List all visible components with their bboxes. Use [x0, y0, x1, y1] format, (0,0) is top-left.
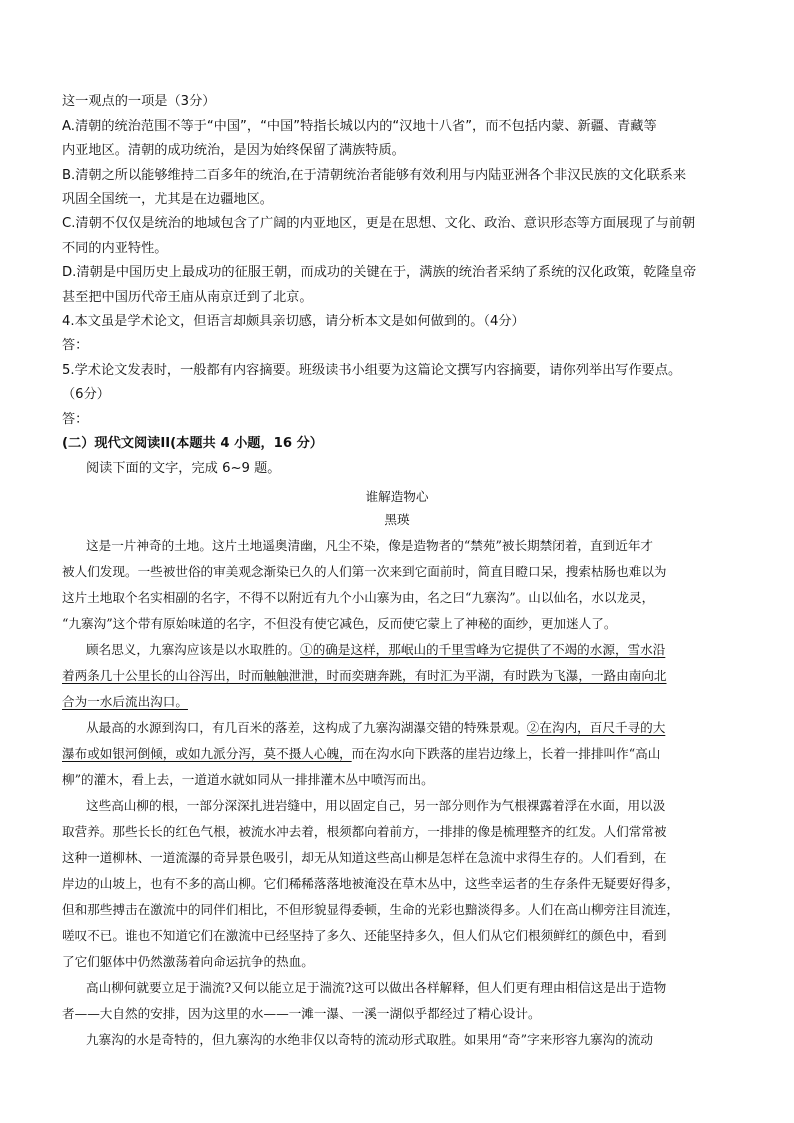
para-4-line-3: 这种一道柳林、一道流瀑的奇异景色吸引，却无从知道这些高山柳是怎样在急流中求得生存的。人们看到，在 — [62, 850, 667, 865]
para-5-line-1: 高山柳何就要立足于湍流?又何以能立足于湍流?这可以做出各样解释，但人们更有理由相信这是出于造物 — [86, 980, 667, 995]
section-instruction: 阅读下面的文字，完成 6~9 题。 — [86, 461, 281, 476]
para-3-line-3: 柳”的灌木，看上去，一道道水就如同从一排排灌木丛中喷泻而出。 — [62, 772, 434, 787]
para-4-line-4: 岸边的山坡上，也有不多的高山柳。它们稀稀落落地被淹没在草木丛中，这些幸运者的生存条件无疑要好得多， — [62, 876, 680, 891]
para-1-line-2: 被人们发现。一些被世俗的审美观念渐染已久的人们第一次来到它面前时，简直目瞪口呆，搜索枯肠也难以为 — [62, 564, 667, 579]
option-c-line-2: 不同的内亚特性。 — [62, 241, 168, 256]
para-3-continuation: 而在沟水向下跌落的崖岩边缘上，长着一排排叫作“高山 — [351, 746, 661, 761]
article-author: 黑瑛 — [384, 512, 410, 527]
answer-label-2: 答： — [62, 412, 89, 427]
question-5-line-1: 5.学术论文发表时，一般都有内容摘要。班级读书小组要为这篇论文撰写内容摘要，请你列举出写作要点。 — [62, 363, 682, 378]
option-b-line-2: 巩固全国统一，尤其是在边疆地区。 — [62, 192, 273, 207]
para-6-line-1: 九寨沟的水是奇特的，但九寨沟的水绝非仅以奇特的流动形式取胜。如果用“奇”字来形容九寨沟的流动 — [86, 1032, 654, 1047]
para-3-plain: 从最高的水源到沟口，有几百米的落差，这构成了九寨沟湖瀑交错的特殊景观。 — [86, 720, 527, 735]
option-d-line-1: D.清朝是中国历史上最成功的征服王朝，而成功的关键在于，满族的统治者采纳了系统的汉化政策，乾隆皇帝 — [62, 265, 697, 280]
para-3-line-2 — [62, 745, 660, 763]
para-2-plain: 顾名思义，九寨沟应该是以水取胜的。 — [86, 642, 301, 657]
option-a-line-1: A.清朝的统治范围不等于“中国”，“中国”特指长城以内的“汉地十八省”，而不包括内蒙、新疆、青藏等 — [62, 119, 657, 134]
para-4-line-6: 嗟叹不已。谁也不知道它们在激流中已经坚持了多久、还能坚持多久，但人们从它们根须鲜红的颜色中，看到 — [62, 928, 667, 943]
para-4-line-7: 了它们躯体中仍然激荡着向命运抗争的热血。 — [62, 954, 314, 969]
question-5-line-2: （6分） — [62, 387, 110, 402]
article-title: 谁解造物心 — [365, 489, 429, 504]
underlined-sentence-2-start: ②在沟内，百尺千寻的大 — [526, 720, 666, 735]
para-4-line-2: 取营养。那些长长的红色气根，被流水冲去着，根须都向着前方，一排排的像是梳理整齐的红发。人们常常被 — [62, 824, 667, 839]
option-a-line-2: 内亚地区。清朝的成功统治，是因为始终保留了满族特质。 — [62, 143, 405, 158]
para-1-line-1: 这是一片神奇的土地。这片土地遥奥清幽，凡尘不染，像是造物者的“禁苑”被长期禁闭着，直到近年才 — [86, 538, 654, 553]
option-b-line-1: B.清朝之所以能够维持二百多年的统治,在于清朝统治者能够有效利用与内陆亚洲各个非汉民族的文化联系来 — [62, 168, 687, 183]
option-d-line-2: 甚至把中国历代帝王庙从南京迁到了北京。 — [62, 290, 313, 305]
question-4: 4.本文虽是学术论文，但语言却颇具亲切感，请分析本文是如何做到的。（4分） — [62, 314, 525, 329]
underlined-sentence-1-start: ①的确是这样，那岷山的千里雪峰为它提供了不竭的水源，雪水沿 — [300, 642, 666, 657]
option-c-line-1: C.清朝不仅仅是统治的地域包含了广阔的内亚地区，更是在思想、文化、政治、意识形态等方面展现了与前朝 — [62, 216, 696, 231]
section-heading: (二）现代文阅读II(本题共 4 小题，16 分） — [62, 436, 323, 451]
underlined-sentence-1-end: 合为一水后流出沟口。 — [62, 694, 188, 709]
question-3-tail: 这一观点的一项是（3分） — [62, 94, 216, 109]
para-3-line-1 — [86, 719, 665, 737]
para-1-line-3: 这片土地取个名实相副的名字，不得不以附近有九个小山寨为由，名之曰“九寨沟”。山以仙名，水以龙灵， — [62, 590, 655, 605]
answer-label-1: 答： — [62, 338, 89, 353]
para-2-line-1 — [86, 641, 665, 659]
para-4-line-5: 但和那些搏击在激流中的同伴们相比，不但形貌显得委顿，生命的光彩也黯淡得多。人们在高山柳旁注目流连， — [62, 902, 680, 917]
underlined-sentence-2-end: 瀑布或如银河倒倾，或如九派分泻，莫不摄人心魄， — [62, 746, 352, 761]
para-4-line-1: 这些高山柳的根，一部分深深扎进岩缝中，用以固定自己，另一部分则作为气根裸露着浮在水面，用以汲 — [86, 798, 666, 813]
underlined-sentence-1-middle: 着两条几十公里长的山谷泻出，时而触触泄泄，时而奕瑭奔跳，有时汇为平湖，有时跌为飞瀑，一路由南向北 — [62, 668, 667, 683]
para-1-line-4: “九寨沟”这个带有原始味道的名字，不但没有使它减色，反而使它蒙上了神秘的面纱，更加迷人了。 — [62, 616, 617, 631]
para-5-line-2: 者——大自然的安排，因为这里的水——一滩一瀑、一溪一湖似乎都经过了精心设计。 — [62, 1006, 541, 1021]
